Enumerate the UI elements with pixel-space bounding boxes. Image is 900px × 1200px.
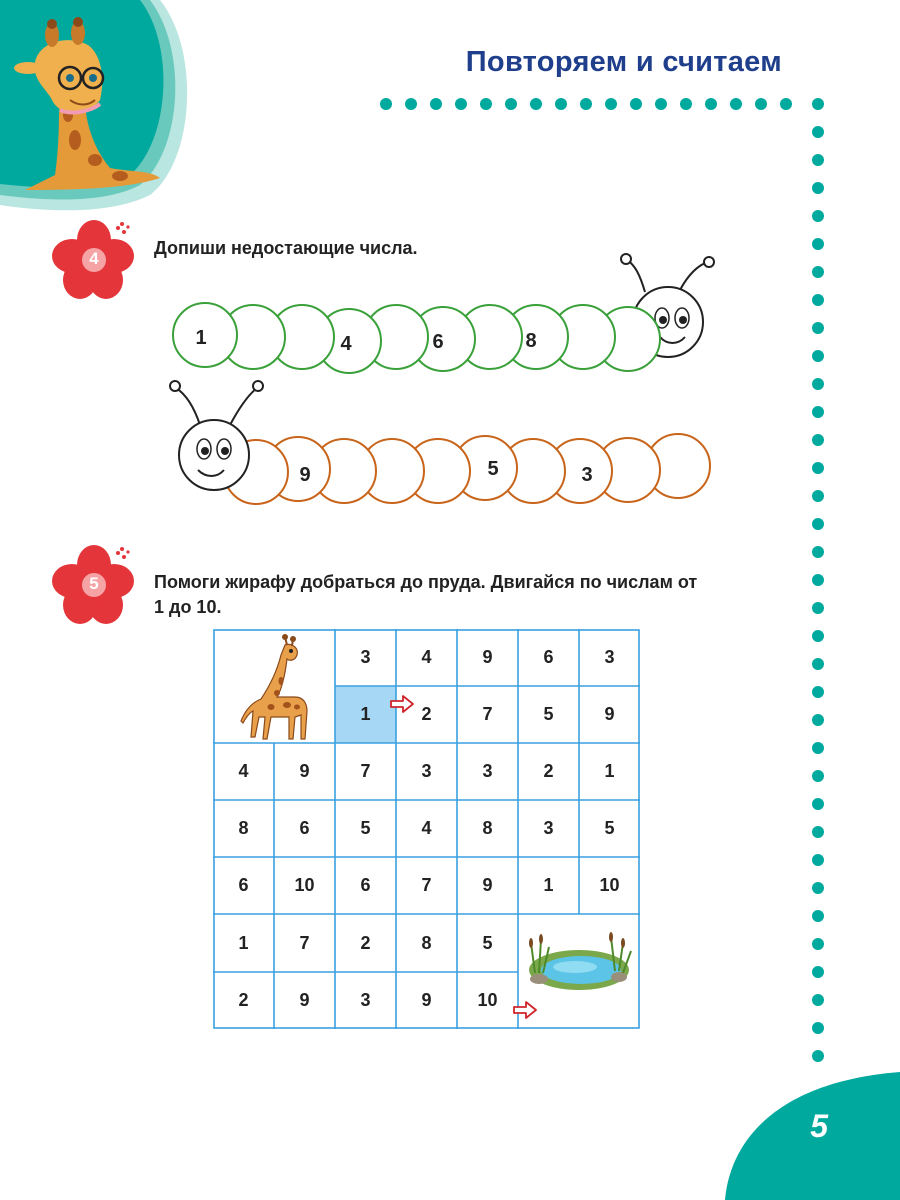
border-dot (812, 658, 824, 670)
maze-cell[interactable]: 9 (299, 990, 310, 1010)
task-5-instruction-line-1: Помоги жирафу добраться до пруда. Двигайся по числам от (154, 572, 698, 592)
orange-caterpillar-number: 3 (581, 464, 593, 486)
maze-cell[interactable]: 2 (360, 932, 371, 953)
maze-cell[interactable]: 2 (238, 990, 249, 1010)
maze-cell[interactable]: 9 (482, 875, 493, 895)
page-title: Повторяем и считаем (465, 46, 782, 78)
border-dot (812, 602, 824, 614)
border-dot (812, 882, 824, 894)
orange-caterpillar-number: 5 (487, 458, 499, 480)
task-5-number: 5 (89, 574, 99, 593)
maze-cell[interactable]: 7 (482, 704, 493, 724)
maze-cell[interactable]: 3 (360, 990, 371, 1010)
pond-icon (523, 925, 635, 999)
maze-cell[interactable]: 6 (543, 647, 554, 667)
caterpillars (0, 0, 900, 560)
border-dot (812, 798, 824, 810)
maze-cell[interactable]: 1 (543, 875, 554, 895)
border-dot (812, 742, 824, 754)
number-maze-grid (213, 629, 640, 1029)
maze-cell[interactable]: 2 (421, 704, 432, 724)
border-dot (812, 1050, 824, 1062)
maze-cell[interactable]: 4 (421, 818, 432, 838)
border-dot (812, 938, 824, 950)
border-dot (812, 630, 824, 642)
maze-cell[interactable]: 9 (299, 761, 310, 781)
task-5-instruction (154, 570, 697, 620)
maze-cell[interactable]: 6 (299, 818, 310, 838)
maze-cell[interactable]: 9 (482, 647, 493, 667)
maze-cell[interactable]: 7 (360, 761, 371, 781)
maze-cell[interactable]: 4 (421, 647, 432, 667)
task-5-instruction-line-2: 1 до 10. (154, 597, 222, 617)
maze-cell[interactable]: 5 (604, 818, 615, 838)
maze-cell[interactable]: 5 (543, 704, 554, 724)
border-dot (812, 994, 824, 1006)
orange-caterpillar-number: 9 (299, 464, 311, 486)
maze-cell[interactable]: 4 (238, 761, 249, 781)
maze-cell[interactable]: 9 (604, 704, 615, 724)
green-caterpillar-number: 6 (432, 331, 444, 353)
maze-cell[interactable]: 2 (543, 761, 554, 781)
maze-cell[interactable]: 3 (421, 761, 432, 781)
maze-cell[interactable]: 7 (299, 932, 310, 953)
green-caterpillar-number: 1 (195, 327, 207, 349)
maze-cell[interactable]: 10 (599, 875, 620, 895)
maze-cell[interactable]: 3 (604, 647, 615, 667)
maze-cell[interactable]: 10 (294, 875, 315, 895)
maze-cell[interactable]: 6 (238, 875, 249, 895)
maze-cell[interactable]: 5 (482, 932, 493, 953)
maze-cell[interactable]: 6 (360, 875, 371, 895)
maze-cell[interactable]: 10 (477, 990, 498, 1010)
maze-cell[interactable]: 1 (604, 761, 615, 781)
border-dot (812, 574, 824, 586)
maze-cell[interactable]: 1 (360, 704, 371, 724)
maze-cell[interactable]: 8 (482, 818, 493, 838)
maze-cell[interactable]: 3 (360, 647, 371, 667)
maze-cell[interactable]: 5 (360, 818, 371, 838)
giraffe-icon (235, 631, 315, 743)
border-dot (812, 1022, 824, 1034)
maze-cell[interactable]: 1 (238, 932, 249, 953)
task-4-number: 4 (89, 249, 99, 268)
border-dot (812, 714, 824, 726)
border-dot (812, 966, 824, 978)
border-dot (812, 910, 824, 922)
green-caterpillar-number: 8 (525, 330, 537, 352)
task-4-instruction: Допиши недостающие числа. (154, 238, 418, 258)
maze-cell[interactable]: 7 (421, 875, 432, 895)
maze-cell[interactable]: 8 (238, 818, 249, 838)
maze-cell[interactable]: 3 (482, 761, 493, 781)
maze-cell[interactable]: 8 (421, 932, 432, 953)
border-dot (812, 826, 824, 838)
maze-cell[interactable]: 3 (543, 818, 554, 838)
border-dot (812, 686, 824, 698)
border-dot (812, 854, 824, 866)
maze-cell[interactable]: 9 (421, 990, 432, 1010)
green-caterpillar-number: 4 (340, 333, 352, 355)
border-dot (812, 770, 824, 782)
page-number: 5 (810, 1108, 828, 1144)
